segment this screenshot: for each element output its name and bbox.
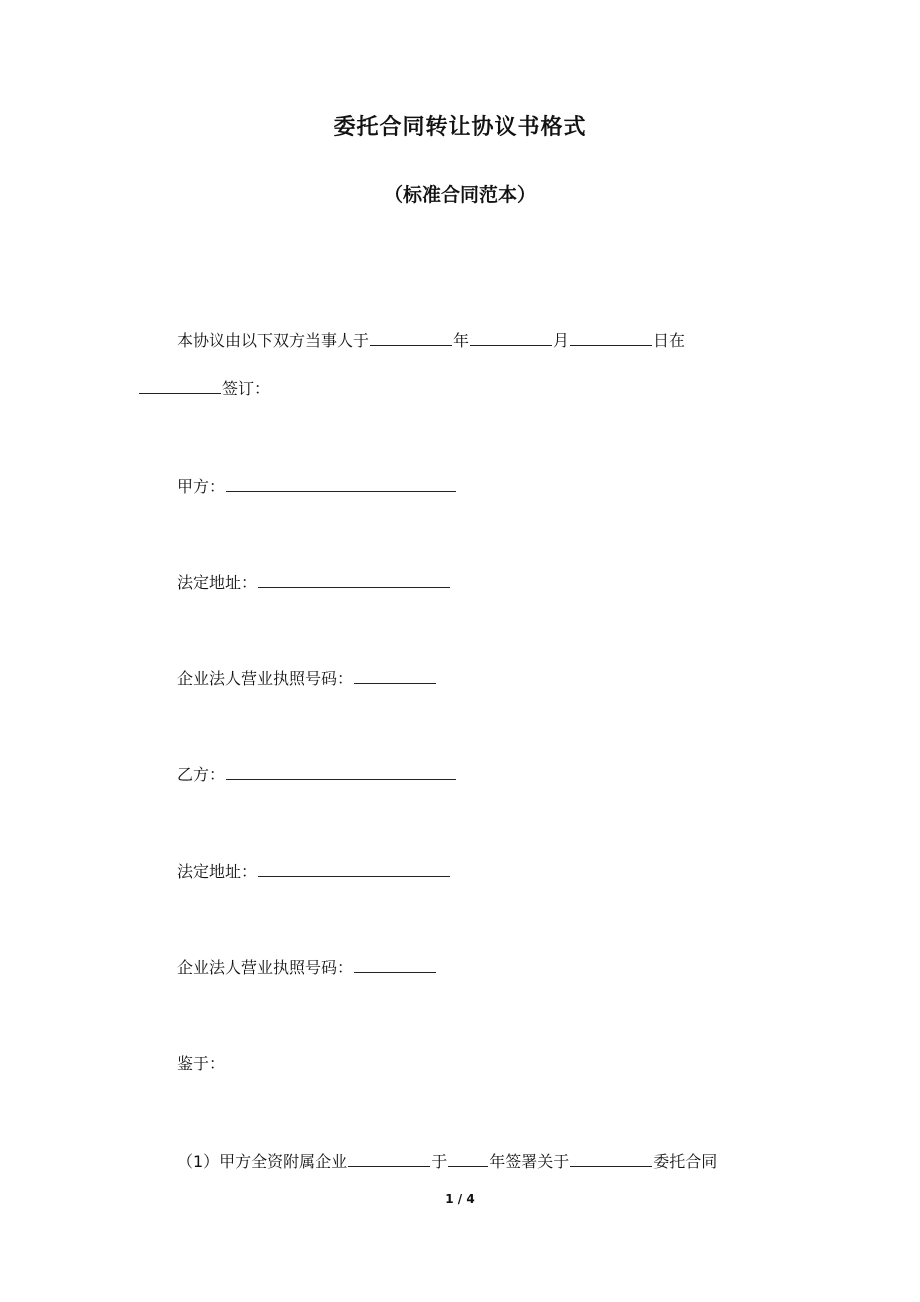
party-b-address-line <box>177 861 451 883</box>
party-b-label: 乙方： <box>177 765 226 784</box>
clause-1-text-b: 于 <box>431 1152 448 1171</box>
intro-line <box>177 330 685 352</box>
clause-1-text-a: （1）甲方全资附属企业 <box>177 1152 348 1171</box>
clause-1-year-blank <box>448 1151 488 1167</box>
whereas-line <box>177 1053 225 1075</box>
signed-label: 签订： <box>222 379 271 398</box>
intro-text: 本协议由以下双方当事人于 <box>177 331 370 350</box>
party-a-address-line <box>177 572 451 594</box>
party-a-label: 甲方： <box>177 477 226 496</box>
party-a-license-label: 企业法人营业执照号码： <box>177 669 354 688</box>
party-a-blank <box>226 476 456 492</box>
party-a-line <box>177 476 457 498</box>
document-subtitle: （标准合同范本） <box>383 184 536 206</box>
party-b-license-label: 企业法人营业执照号码： <box>177 958 354 977</box>
document-title: 委托合同转让协议书格式 <box>333 115 587 140</box>
place-blank <box>139 378 221 394</box>
year-blank <box>370 330 452 346</box>
year-label: 年 <box>453 331 470 350</box>
party-a-license-blank <box>354 668 436 684</box>
month-label: 月 <box>553 331 570 350</box>
party-b-address-label: 法定地址： <box>177 862 258 881</box>
party-b-line <box>177 764 457 786</box>
page-number: 1 / 4 <box>445 1192 475 1206</box>
intro-line-2 <box>138 378 270 400</box>
month-blank <box>470 330 552 346</box>
whereas-label: 鉴于： <box>177 1054 226 1073</box>
party-a-license-line <box>177 668 437 690</box>
clause-1-subject-blank <box>570 1151 652 1167</box>
clause-1-text-d: 委托合同 <box>653 1152 718 1171</box>
day-at-label: 日在 <box>653 331 686 350</box>
party-b-address-blank <box>258 861 450 877</box>
day-blank <box>570 330 652 346</box>
party-a-address-blank <box>258 572 450 588</box>
party-a-address-label: 法定地址： <box>177 573 258 592</box>
clause-1-enterprise-blank <box>348 1151 430 1167</box>
party-b-license-blank <box>354 957 436 973</box>
party-b-blank <box>226 764 456 780</box>
clause-1-line <box>177 1151 717 1173</box>
party-b-license-line <box>177 957 437 979</box>
clause-1-text-c: 年签署关于 <box>489 1152 570 1171</box>
